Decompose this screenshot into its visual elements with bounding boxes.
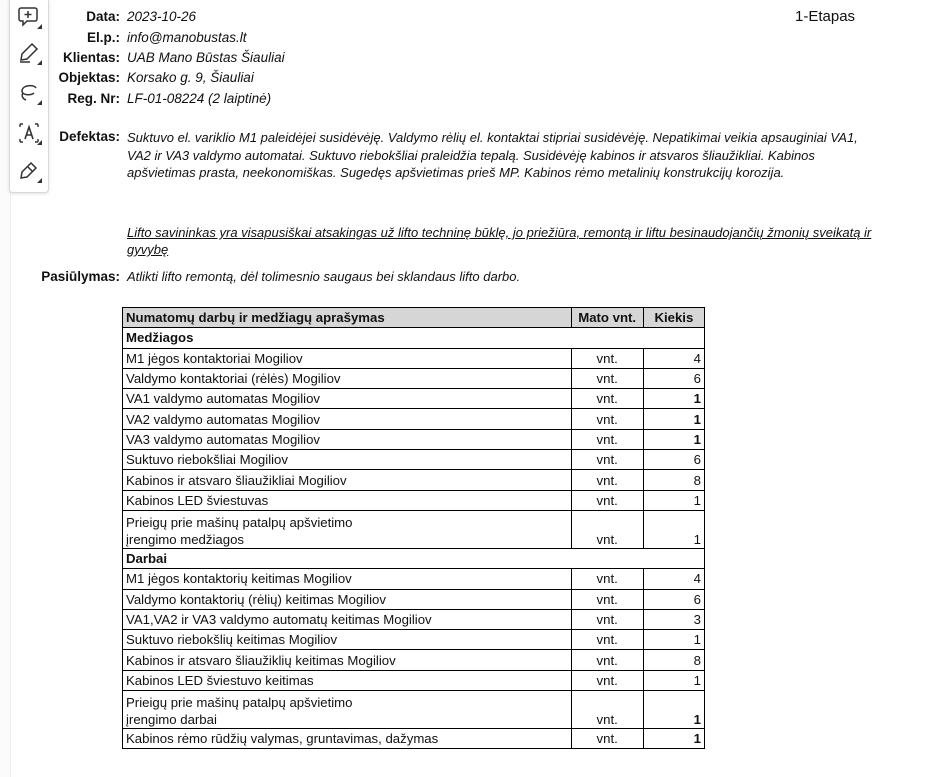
table-row xyxy=(123,470,705,490)
row-qty: 3 xyxy=(643,609,704,629)
row-unit: vnt. xyxy=(571,691,643,729)
fill-sign-icon[interactable] xyxy=(16,158,42,184)
proposal-text: Atlikti lifto remontą, dėl tolimesnio saugaus bei sklandaus lifto darbo. xyxy=(127,269,521,284)
row-description xyxy=(123,510,572,548)
row-unit: vnt. xyxy=(571,609,643,629)
col-qty-header: Kiekis xyxy=(643,308,704,328)
reg-nr-value: LF-01-08224 (2 laiptinė) xyxy=(127,91,272,106)
col-unit-header: Mato vnt. xyxy=(571,308,643,328)
row-qty: 6 xyxy=(643,450,704,470)
row-qty: 1 xyxy=(643,630,704,650)
row-unit: vnt. xyxy=(571,630,643,650)
row-description: Suktuvo riebokšlių keitimas Mogiliov xyxy=(123,630,572,650)
row-description xyxy=(123,691,572,729)
row-description-line: įrengimo darbai xyxy=(126,712,217,728)
row-description-line: įrengimo medžiagos xyxy=(126,531,245,547)
row-qty: 6 xyxy=(643,589,704,609)
row-description-line: Prieigų prie mašinų patalpų apšvietimo xyxy=(126,514,353,530)
row-qty: 1 xyxy=(643,429,704,449)
row-qty: 8 xyxy=(643,470,704,490)
table-row xyxy=(123,589,705,609)
table-row xyxy=(123,409,705,429)
email-label: El.p.: xyxy=(87,30,120,45)
row-unit: vnt. xyxy=(571,348,643,368)
row-qty: 1 xyxy=(643,510,704,548)
object-value: Korsako g. 9, Šiauliai xyxy=(127,70,254,85)
defect-text: Suktuvo el. variklio M1 paleidėjei susidėvėję. Valdymo rėlių el. kontaktai stipriai susidėvėję. Nepatikimai veikia apsauginiai VA1, VA2 ir VA3 valdymo automatai. Suktuvo riebokšliai praleidžia tepalą. Susidėvėję kabinos ir atsvaros šliaužikliai. Kabinos apšvietimas prasta, neekonomiškas. Sugedęs apšvietimas prieš MP. Kabinos rėmo metalinių konstrukcijų korozija. xyxy=(127,130,858,180)
row-description: VA1,VA2 ir VA3 valdymo automatų keitimas Mogiliov xyxy=(123,609,572,629)
table-row xyxy=(123,389,705,409)
row-unit: vnt. xyxy=(571,510,643,548)
row-qty: 4 xyxy=(643,348,704,368)
section-row xyxy=(123,328,705,348)
row-description: M1 jėgos kontaktoriai Mogiliov xyxy=(123,348,572,368)
row-unit: vnt. xyxy=(571,670,643,690)
row-description: Valdymo kontaktorių (rėlių) keitimas Mogiliov xyxy=(123,589,572,609)
table-row xyxy=(123,490,705,510)
table-row xyxy=(123,429,705,449)
row-qty: 1 xyxy=(643,490,704,510)
row-description: VA2 valdymo automatas Mogiliov xyxy=(123,409,572,429)
row-description: M1 jėgos kontaktorių keitimas Mogiliov xyxy=(123,569,572,589)
row-unit: vnt. xyxy=(571,429,643,449)
row-description-line: Prieigų prie mašinų patalpų apšvietimo xyxy=(126,695,353,711)
row-unit: vnt. xyxy=(571,490,643,510)
table-row xyxy=(123,368,705,388)
email-value: info@manobustas.lt xyxy=(127,30,247,45)
row-qty: 1 xyxy=(643,691,704,729)
row-unit: vnt. xyxy=(571,389,643,409)
date-label: Data: xyxy=(86,9,120,24)
row-description: Kabinos ir atsvaro šliaužiklių keitimas Mogiliov xyxy=(123,650,572,670)
row-unit: vnt. xyxy=(571,409,643,429)
table-row xyxy=(123,569,705,589)
row-qty: 1 xyxy=(643,409,704,429)
row-unit: vnt. xyxy=(571,650,643,670)
row-description: Valdymo kontaktoriai (rėlės) Mogiliov xyxy=(123,368,572,388)
section-title-works: Darbai xyxy=(123,548,705,568)
table-row xyxy=(123,670,705,690)
works-materials-table xyxy=(122,307,705,749)
table-row xyxy=(123,650,705,670)
table-row xyxy=(123,450,705,470)
row-qty: 8 xyxy=(643,650,704,670)
row-qty: 4 xyxy=(643,569,704,589)
table-row xyxy=(123,691,705,729)
row-description: VA1 valdymo automatas Mogiliov xyxy=(123,389,572,409)
table-row xyxy=(123,609,705,629)
table-row xyxy=(123,729,705,749)
date-value: 2023-10-26 xyxy=(127,9,197,24)
row-description: Kabinos LED šviestuvas xyxy=(123,490,572,510)
row-unit: vnt. xyxy=(571,368,643,388)
row-qty: 1 xyxy=(643,729,704,749)
row-qty: 6 xyxy=(643,368,704,388)
row-unit: vnt. xyxy=(571,569,643,589)
row-description: Kabinos LED šviestuvo keitimas xyxy=(123,670,572,690)
row-unit: vnt. xyxy=(571,589,643,609)
row-description: Suktuvo riebokšliai Mogiliov xyxy=(123,450,572,470)
liability-note: Lifto savininkas yra visapusiškai atsakingas už lifto techninę būklę, jo priežiūra, remontą ir liftu besinaudojančių žmonių sveikatą ir gyvybę xyxy=(127,225,872,257)
table-row xyxy=(123,348,705,368)
stage-label: 1-Etapas xyxy=(795,8,856,25)
row-unit: vnt. xyxy=(571,450,643,470)
table-header-row xyxy=(123,308,705,328)
row-unit: vnt. xyxy=(571,470,643,490)
row-description: Kabinos rėmo rūdžių valymas, gruntavimas, dažymas xyxy=(123,729,572,749)
row-description: Kabinos ir atsvaro šliaužikliai Mogiliov xyxy=(123,470,572,490)
client-value: UAB Mano Būstas Šiauliai xyxy=(127,50,285,65)
row-description: VA3 valdymo automatas Mogiliov xyxy=(123,429,572,449)
proposal-label: Pasiūlymas: xyxy=(41,269,120,284)
col-description-header: Numatomų darbų ir medžiagų aprašymas xyxy=(123,308,572,328)
table-row xyxy=(123,630,705,650)
defect-label: Defektas: xyxy=(59,129,120,144)
client-label: Klientas: xyxy=(62,50,120,65)
row-qty: 1 xyxy=(643,670,704,690)
table-row xyxy=(123,510,705,548)
row-unit: vnt. xyxy=(571,729,643,749)
section-title-materials: Medžiagos xyxy=(123,328,705,348)
object-label: Objektas: xyxy=(58,70,120,85)
reg-nr-label: Reg. Nr: xyxy=(67,91,120,106)
row-qty: 1 xyxy=(643,389,704,409)
section-row xyxy=(123,548,705,568)
